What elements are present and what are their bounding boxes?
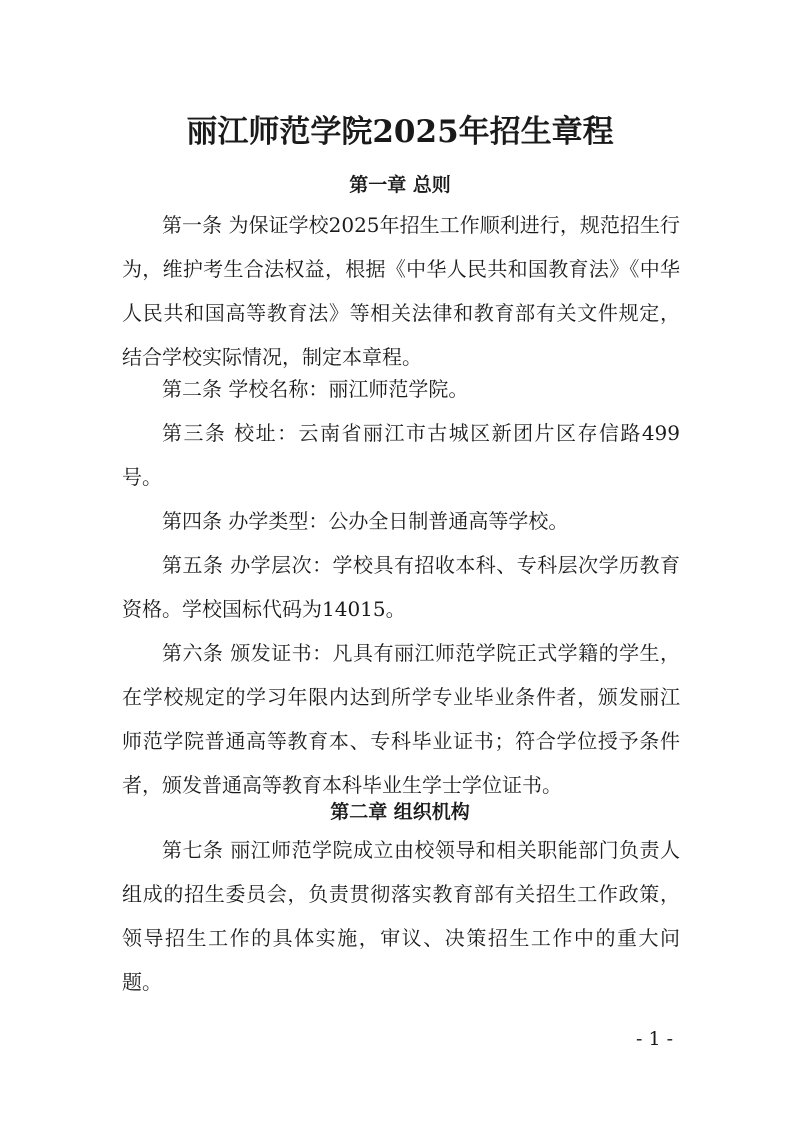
article-paragraph-1: 第一条 为保证学校2025年招生工作顺利进行，规范招生行为，维护考生合法权益，根据《中华人民共和国教育法》《中华人民共和国高等教育法》等相关法律和教育部有关文件规定，结合学校实际情况，制定本章程。	[122, 213, 680, 369]
chapter-heading-2: 第二章 组织机构	[330, 801, 470, 823]
chapter-heading-1: 第一章 总则	[349, 174, 451, 196]
article-paragraph-7: 第七条 丽江师范学院成立由校领导和相关职能部门负责人组成的招生委员会，负责贯彻落实教育部有关招生工作政策，领导招生工作的具体实施，审议、决策招生工作中的重大问题。	[122, 838, 680, 994]
page-number: - 1 -	[636, 1028, 674, 1050]
article-paragraph-6: 第六条 颁发证书：凡具有丽江师范学院正式学籍的学生，在学校规定的学习年限内达到所学专业毕业条件者，颁发丽江师范学院普通高等教育本、专科毕业证书；符合学位授予条件者，颁发普通高等教育本科毕业生学士学位证书。	[122, 641, 680, 797]
article-paragraph-4: 第四条 办学类型：公办全日制普通高等学校。	[162, 509, 569, 533]
article-paragraph-2: 第二条 学校名称：丽江师范学院。	[162, 377, 469, 401]
document-title: 丽江师范学院2025年招生章程	[186, 114, 614, 150]
article-paragraph-5: 第五条 办学层次：学校具有招收本科、专科层次学历教育资格。学校国标代码为14015。	[122, 553, 680, 621]
article-paragraph-3: 第三条 校址：云南省丽江市古城区新团片区存信路499号。	[122, 421, 680, 489]
